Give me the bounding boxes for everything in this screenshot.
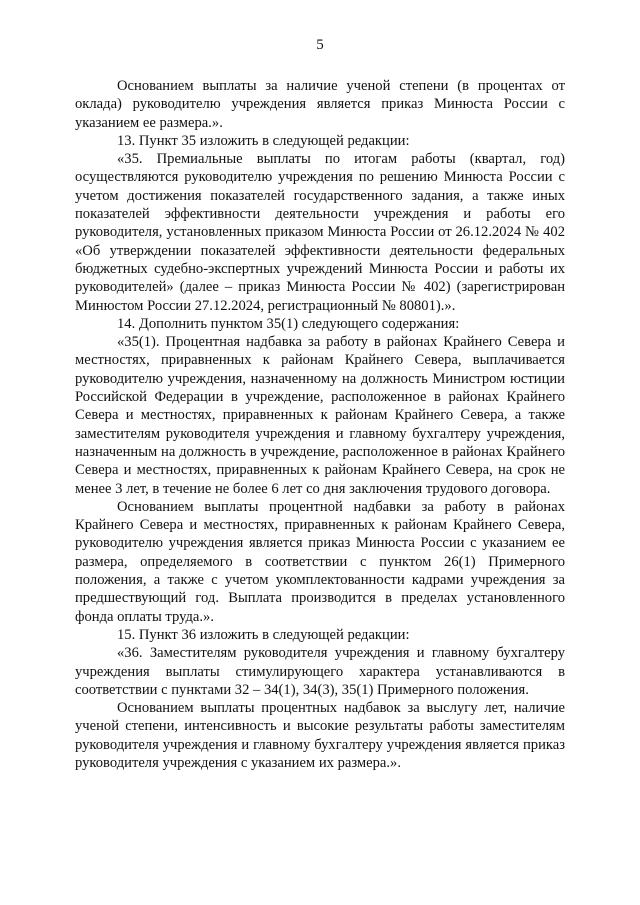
paragraph-item-15: 15. Пункт 36 изложить в следующей редакции: [117, 626, 410, 643]
paragraph-item-14: 14. Дополнить пунктом 35(1) следующего содержания: [117, 315, 460, 332]
paragraph-item-13: 13. Пункт 35 изложить в следующей редакции: [117, 132, 410, 149]
paragraph-far-north-basis: Основанием выплаты процентной надбавки за работу в районах Крайнего Севера и местностях, приравненных к районам Крайнего Севера, руководителю учреждения является приказ Минюста России с указанием ее размера, определяемого в соответствии с пунктом 26(1) Примерного положения, а также с учетом укомплектованности кадрами учреждения за предшествующий год. Выплата производится в пределах установленного фонда оплаты труда.». [75, 498, 565, 625]
paragraph-academic-degree-basis: Основанием выплаты за наличие ученой степени (в процентах от оклада) руководителю учреждения является приказ Минюста России с указанием ее размера.». [75, 78, 565, 131]
paragraph-clause-36: «36. Заместителям руководителя учреждения и главному бухгалтеру учреждения выплаты стимулирующего характера устанавливаются в соответствии с пунктами 32 – 34(1), 34(3), 35(1) Примерного положения. [75, 645, 565, 698]
document-body [75, 77, 565, 772]
paragraph-deputies-basis: Основанием выплаты процентных надбавок за выслугу лет, наличие ученой степени, интенсивность и высокие результаты работы заместителям руководителя учреждения и главному бухгалтеру учреждения является приказ руководителя учреждения с указанием их размера.». [75, 700, 565, 771]
paragraph-clause-35-1: «35(1). Процентная надбавка за работу в районах Крайнего Севера и местностях, приравненных к районам Крайнего Севера, выплачивается руководителю учреждения, назначенному на должность Министром юстиции Российской Федерации в учреждение, расположенное в районах Крайнего Севера и местностях, приравненных к районам Крайнего Севера, а также заместителям руководителя учреждения и главному бухгалтеру учреждения, назначенным на должность в учреждение, расположенное в районах Крайнего Севера и местностях, приравненных к районам Крайнего Севера, на срок не менее 3 лет, в течение не более 6 лет со дня заключения трудового договора. [75, 334, 565, 497]
paragraph-clause-35: «35. Премиальные выплаты по итогам работы (квартал, год) осуществляются руководителю учреждения по решению Минюста России с учетом достижения показателей государственного задания, а также иных показателей эффективности деятельности учреждения и работы его руководителя, установленных приказом Минюста России от 26.12.2024 № 402 «Об утверждении показателей эффективности деятельности федеральных бюджетных судебно-экспертных учреждений Минюста России и работы их руководителей» (далее – приказ Минюста России № 402) (зарегистрирован Минюстом России 27.12.2024, регистрационный № 80801).». [75, 151, 565, 314]
page-number: 5 [316, 37, 324, 53]
